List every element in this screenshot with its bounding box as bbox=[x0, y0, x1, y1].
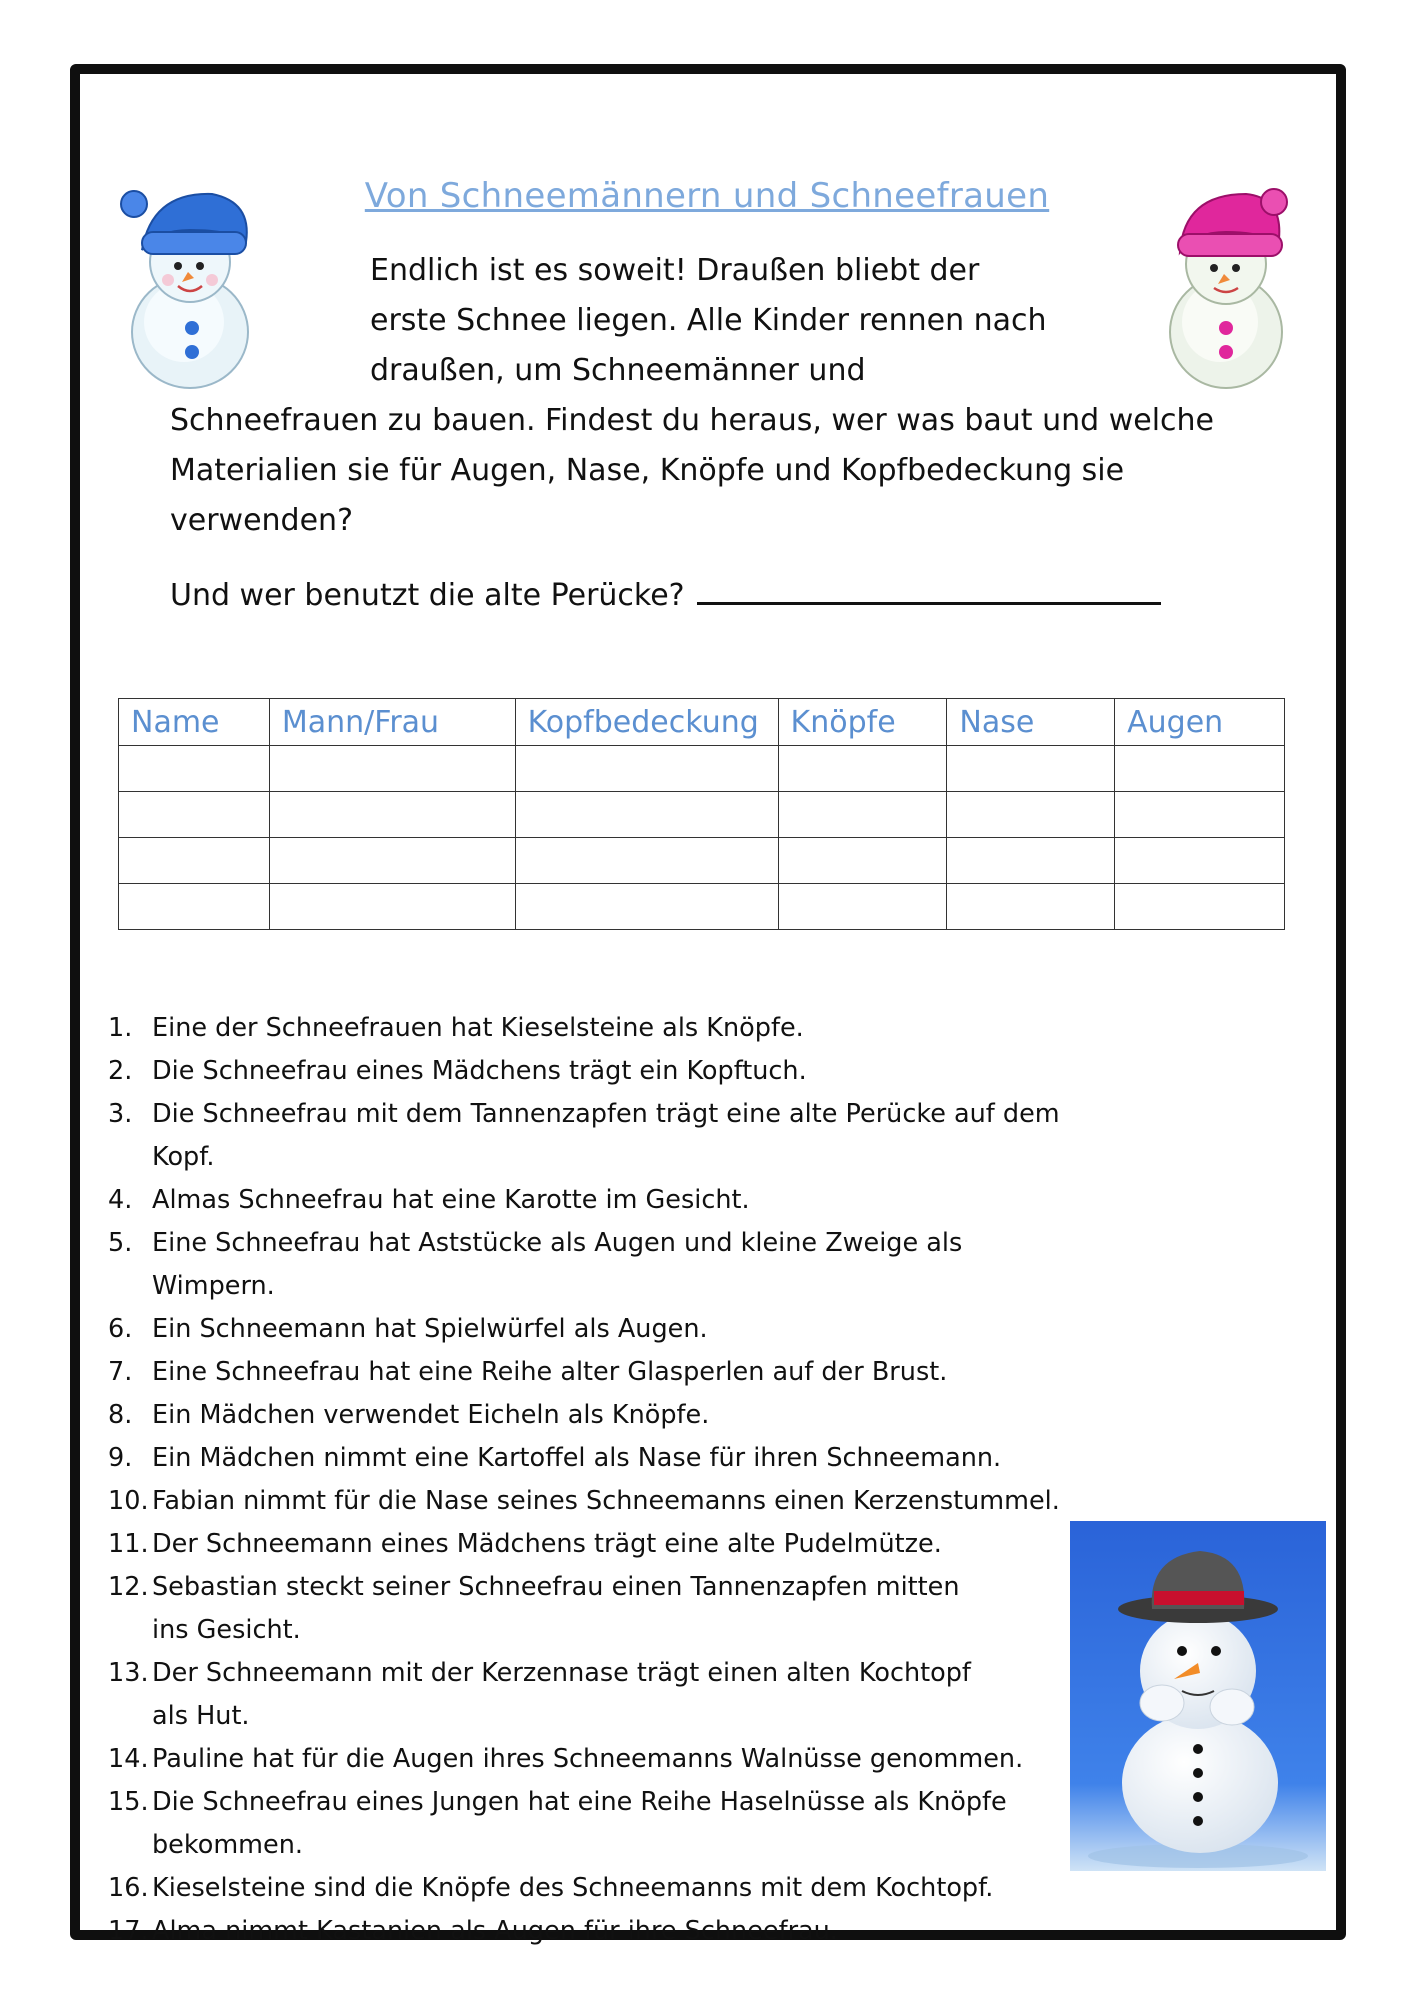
snowman-black-hat-photo bbox=[1070, 1521, 1326, 1871]
header-augen: Augen bbox=[1115, 699, 1285, 746]
clue-item bbox=[100, 1394, 1060, 1437]
table-cell[interactable] bbox=[778, 884, 947, 930]
clue-text: Kieselsteine sind die Knöpfe des Schneemanns mit dem Kochtopf. bbox=[152, 1873, 994, 1903]
table-cell[interactable] bbox=[947, 884, 1115, 930]
table-cell[interactable] bbox=[1115, 838, 1285, 884]
table-cell[interactable] bbox=[119, 884, 270, 930]
clue-item bbox=[100, 1093, 1060, 1179]
clue-item bbox=[100, 1566, 1060, 1652]
clue-text-continued: als Hut. bbox=[152, 1701, 250, 1731]
table-cell[interactable] bbox=[119, 838, 270, 884]
table-cell[interactable] bbox=[947, 746, 1115, 792]
clue-text: Ein Schneemann hat Spielwürfel als Augen. bbox=[152, 1314, 708, 1344]
table-cell[interactable] bbox=[269, 838, 515, 884]
table-cell[interactable] bbox=[1115, 884, 1285, 930]
table-cell[interactable] bbox=[515, 884, 778, 930]
table-cell[interactable] bbox=[947, 838, 1115, 884]
intro-line: Endlich ist es soweit! Draußen bliebt der bbox=[370, 253, 980, 288]
header-nase: Nase bbox=[947, 699, 1115, 746]
intro-line: erste Schnee liegen. Alle Kinder rennen nach bbox=[370, 303, 1047, 338]
clue-item bbox=[100, 1781, 1060, 1867]
clue-item bbox=[100, 1179, 1060, 1222]
clue-item bbox=[100, 1222, 1060, 1308]
table-cell[interactable] bbox=[515, 838, 778, 884]
clue-number: 2. bbox=[108, 1056, 133, 1086]
clue-text: Die Schneefrau eines Jungen hat eine Reihe Haselnüsse als Knöpfe bbox=[152, 1787, 1007, 1817]
clue-number: 14. bbox=[108, 1744, 149, 1774]
clue-number: 6. bbox=[108, 1314, 133, 1344]
clue-item bbox=[100, 1437, 1060, 1480]
clue-item bbox=[100, 1007, 1060, 1050]
clue-item bbox=[100, 1480, 1060, 1523]
table-cell[interactable] bbox=[515, 792, 778, 838]
table-cell[interactable] bbox=[1115, 792, 1285, 838]
clue-number: 11. bbox=[108, 1529, 149, 1559]
clue-text: Eine Schneefrau hat eine Reihe alter Glasperlen auf der Brust. bbox=[152, 1357, 948, 1387]
clue-text-continued: bekommen. bbox=[152, 1830, 303, 1860]
header-kopfbedeckung: Kopfbedeckung bbox=[515, 699, 778, 746]
clue-text: Eine der Schneefrauen hat Kieselsteine als Knöpfe. bbox=[152, 1013, 804, 1043]
clue-list bbox=[100, 1007, 1060, 1953]
clue-number: 1. bbox=[108, 1013, 133, 1043]
intro-line: Schneefrauen zu bauen. Findest du heraus, wer was baut und welche bbox=[170, 403, 1214, 438]
clue-text: Der Schneemann mit der Kerzennase trägt einen alten Kochtopf bbox=[152, 1658, 971, 1688]
table-cell[interactable] bbox=[269, 884, 515, 930]
clue-text: Der Schneemann eines Mädchens trägt eine alte Pudelmütze. bbox=[152, 1529, 942, 1559]
clue-number: 17. bbox=[108, 1916, 149, 1946]
question-text: Und wer benutzt die alte Perücke? bbox=[170, 578, 685, 613]
table-cell[interactable] bbox=[1115, 746, 1285, 792]
clue-item bbox=[100, 1652, 1060, 1738]
table-cell[interactable] bbox=[269, 792, 515, 838]
clue-number: 9. bbox=[108, 1443, 133, 1473]
clue-number: 16. bbox=[108, 1873, 149, 1903]
clue-number: 5. bbox=[108, 1228, 133, 1258]
clue-item bbox=[100, 1351, 1060, 1394]
clue-text-continued: ins Gesicht. bbox=[152, 1615, 301, 1645]
clue-text: Pauline hat für die Augen ihres Schneemanns Walnüsse genommen. bbox=[152, 1744, 1024, 1774]
table-row bbox=[119, 792, 1285, 838]
clue-number: 3. bbox=[108, 1099, 133, 1129]
clue-text: Sebastian steckt seiner Schneefrau einen Tannenzapfen mitten bbox=[152, 1572, 960, 1602]
table-row bbox=[119, 884, 1285, 930]
worksheet-title: Von Schneemännern und Schneefrauen bbox=[364, 176, 1050, 216]
table-cell[interactable] bbox=[269, 746, 515, 792]
table-header-row bbox=[119, 699, 1285, 746]
clue-number: 7. bbox=[108, 1357, 133, 1387]
table-row bbox=[119, 746, 1285, 792]
clue-text: Ein Mädchen nimmt eine Kartoffel als Nase für ihren Schneemann. bbox=[152, 1443, 1002, 1473]
clue-number: 15. bbox=[108, 1787, 149, 1817]
clue-item bbox=[100, 1308, 1060, 1351]
clue-text: Alma nimmt Kastanien als Augen für ihre Schneefrau. bbox=[152, 1916, 838, 1946]
clue-item bbox=[100, 1867, 1060, 1910]
solution-table bbox=[118, 698, 1285, 930]
table-cell[interactable] bbox=[778, 746, 947, 792]
clue-number: 8. bbox=[108, 1400, 133, 1430]
clue-item bbox=[100, 1738, 1060, 1781]
clue-number: 4. bbox=[108, 1185, 133, 1215]
clue-text: Eine Schneefrau hat Aststücke als Augen und kleine Zweige als Wimpern. bbox=[152, 1228, 963, 1301]
header-name: Name bbox=[119, 699, 270, 746]
intro-line: verwenden? bbox=[170, 503, 353, 538]
table-cell[interactable] bbox=[778, 792, 947, 838]
clue-number: 10. bbox=[108, 1486, 149, 1516]
clue-number: 13. bbox=[108, 1658, 149, 1688]
table-row bbox=[119, 838, 1285, 884]
clue-text: Die Schneefrau eines Mädchens trägt ein Kopftuch. bbox=[152, 1056, 807, 1086]
intro-line: Materialien sie für Augen, Nase, Knöpfe und Kopfbedeckung sie bbox=[170, 453, 1125, 488]
clue-text: Die Schneefrau mit dem Tannenzapfen trägt eine alte Perücke auf dem Kopf. bbox=[152, 1099, 1060, 1172]
clue-item bbox=[100, 1523, 1060, 1566]
header-mann-frau: Mann/Frau bbox=[269, 699, 515, 746]
answer-blank-line[interactable] bbox=[697, 572, 1161, 605]
clue-text: Almas Schneefrau hat eine Karotte im Gesicht. bbox=[152, 1185, 750, 1215]
clue-number: 12. bbox=[108, 1572, 149, 1602]
clue-item bbox=[100, 1050, 1060, 1093]
wig-question bbox=[170, 572, 1161, 613]
table-cell[interactable] bbox=[119, 792, 270, 838]
table-cell[interactable] bbox=[119, 746, 270, 792]
table-cell[interactable] bbox=[515, 746, 778, 792]
clue-text: Fabian nimmt für die Nase seines Schneemanns einen Kerzenstummel. bbox=[152, 1486, 1060, 1516]
table-cell[interactable] bbox=[947, 792, 1115, 838]
table-cell[interactable] bbox=[778, 838, 947, 884]
header-knoepfe: Knöpfe bbox=[778, 699, 947, 746]
clue-text: Ein Mädchen verwendet Eicheln als Knöpfe. bbox=[152, 1400, 710, 1430]
clue-item bbox=[100, 1910, 1060, 1953]
intro-line: draußen, um Schneemänner und bbox=[370, 353, 866, 388]
